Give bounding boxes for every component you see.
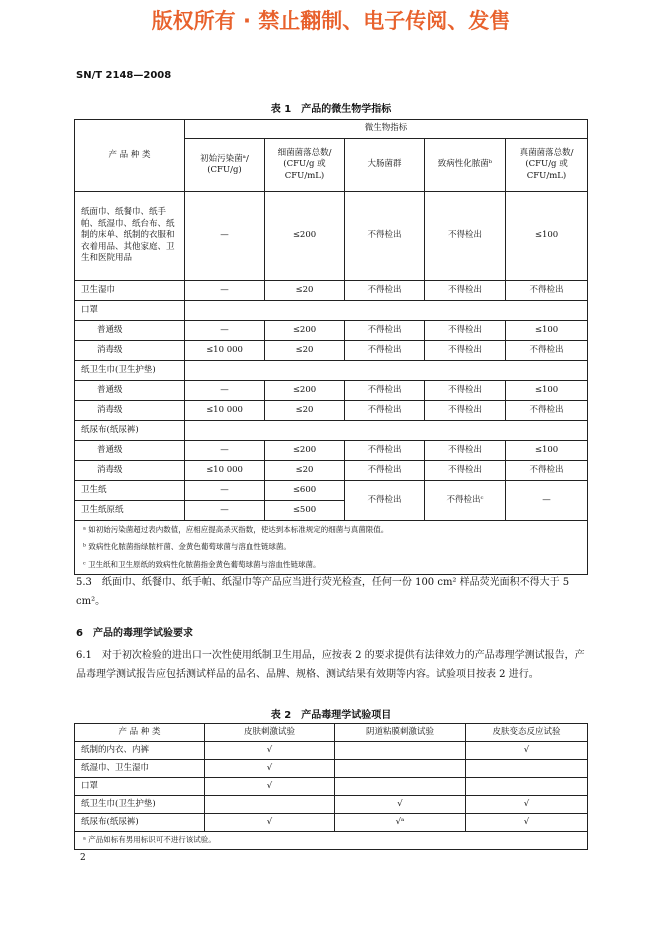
row-group-label: 纸卫生巾(卫生护垫): [75, 361, 185, 381]
row-label: 普通级: [75, 441, 185, 461]
cell: 不得检出: [425, 401, 506, 421]
row-label: 纸卫生巾(卫生护垫): [75, 796, 205, 814]
page-number: 2: [80, 853, 86, 863]
cell: 不得检出: [425, 321, 506, 341]
empty-cell: [185, 361, 588, 381]
cell: ≤20: [265, 461, 345, 481]
cell: 不得检出: [345, 381, 425, 401]
cell: —: [185, 192, 265, 281]
col-header: 初始污染菌ᵃ/ (CFU/g): [185, 139, 265, 192]
cell: 不得检出: [345, 441, 425, 461]
cell: 不得检出: [425, 381, 506, 401]
cell: [335, 778, 466, 796]
cell: 不得检出: [425, 341, 506, 361]
cell: 不得检出: [425, 281, 506, 301]
cell: ≤20: [265, 281, 345, 301]
cell: √: [335, 796, 466, 814]
cell: ≤200: [265, 321, 345, 341]
cell: [205, 796, 335, 814]
row-label: 纸面巾、纸餐巾、纸手帕、纸湿巾、纸台布、纸制的床单、纸制的衣服和衣着用品、其他家庭、卫生和医院用品: [75, 192, 185, 281]
cell: √ᵃ: [335, 814, 466, 832]
row-label: 消毒级: [75, 461, 185, 481]
standard-number: SN/T 2148—2008: [76, 70, 172, 81]
row-label: 消毒级: [75, 401, 185, 421]
cell: ≤200: [265, 441, 345, 461]
cell: 不得检出: [345, 341, 425, 361]
row-label: 消毒级: [75, 341, 185, 361]
table2-caption: 表 2 产品毒理学试验项目: [270, 710, 392, 721]
cell: [335, 760, 466, 778]
col-header: 产 品 种 类: [75, 724, 205, 742]
cell: 不得检出: [345, 281, 425, 301]
cell: —: [185, 281, 265, 301]
row-label: 纸湿巾、卫生湿巾: [75, 760, 205, 778]
cell: 不得检出: [425, 461, 506, 481]
col-header: 真菌菌落总数/ (CFU/g 或 CFU/mL): [506, 139, 588, 192]
section-6-1: 6.1 对于初次检验的进出口一次性使用纸制卫生用品，应按表 2 的要求提供有法律效力的产品毒理学测试报告，产品毒理学测试报告应包括测试样品的品名、品牌、规格、测试结果有效期等内容。试验项目按表 2 进行。: [76, 650, 585, 680]
row-group-label: 纸尿布(纸尿裤): [75, 421, 185, 441]
row-label: 普通级: [75, 321, 185, 341]
cell: ≤20: [265, 401, 345, 421]
col-header: 细菌菌落总数/ (CFU/g 或 CFU/mL): [265, 139, 345, 192]
table-note: ᶜ 卫生纸和卫生原纸的致病性化脓菌指金黄色葡萄球菌与溶血性链球菌。: [75, 557, 588, 575]
empty-cell: [185, 301, 588, 321]
cell: ≤200: [265, 192, 345, 281]
col-header: 皮肤刺激试验: [205, 724, 335, 742]
cell: 不得检出: [506, 401, 588, 421]
cell: —: [185, 441, 265, 461]
toxicology-table: [74, 723, 588, 850]
section-6-heading: 6 产品的毒理学试验要求: [76, 628, 193, 639]
group-header: 微生物指标: [185, 120, 588, 139]
cell: ≤100: [506, 441, 588, 461]
cell: ≤100: [506, 192, 588, 281]
cell: √: [205, 760, 335, 778]
cell: √: [466, 796, 588, 814]
cell: 不得检出: [425, 441, 506, 461]
col-header: 大肠菌群: [345, 139, 425, 192]
cell: ≤200: [265, 381, 345, 401]
col-header-product: 产 品 种 类: [75, 120, 185, 192]
cell: 不得检出: [506, 341, 588, 361]
microbiology-table: [74, 119, 588, 575]
cell: ≤10 000: [185, 401, 265, 421]
cell: —: [185, 501, 265, 521]
cell: 不得检出: [345, 461, 425, 481]
col-header: 阴道粘膜刺激试验: [335, 724, 466, 742]
merged-cell: 不得检出: [345, 481, 425, 521]
table-note: ᵃ 如初始污染菌超过表内数值，应相应提高杀灭指数，使达到本标准规定的细菌与真菌限值。: [75, 521, 588, 539]
cell: 不得检出: [425, 192, 506, 281]
cell: [466, 778, 588, 796]
row-label: 卫生纸: [75, 481, 185, 501]
cell: 不得检出: [506, 461, 588, 481]
table1-caption: 表 1 产品的微生物学指标: [270, 104, 392, 115]
row-label: 普通级: [75, 381, 185, 401]
cell: ≤10 000: [185, 461, 265, 481]
cell: —: [185, 321, 265, 341]
cell: [466, 760, 588, 778]
merged-cell: 不得检出ᶜ: [425, 481, 506, 521]
row-label: 卫生湿巾: [75, 281, 185, 301]
row-label: 卫生纸原纸: [75, 501, 185, 521]
cell: ≤20: [265, 341, 345, 361]
copyright-banner: 版权所有 · 禁止翻制、电子传阅、发售: [151, 9, 511, 33]
row-label: 纸尿布(纸尿裤): [75, 814, 205, 832]
cell: 不得检出: [345, 401, 425, 421]
table-note: ᵇ 致病性化脓菌指绿脓杆菌、金黄色葡萄球菌与溶血性链球菌。: [75, 539, 588, 557]
cell: ≤10 000: [185, 341, 265, 361]
cell: ≤100: [506, 381, 588, 401]
table-note: ᵃ 产品如标有男用标识可不进行该试验。: [75, 832, 588, 850]
cell: 不得检出: [506, 281, 588, 301]
col-header: 致病性化脓菌ᵇ: [425, 139, 506, 192]
empty-cell: [185, 421, 588, 441]
cell: ≤600: [265, 481, 345, 501]
cell: [335, 742, 466, 760]
cell: √: [466, 814, 588, 832]
cell: √: [205, 742, 335, 760]
cell: —: [185, 481, 265, 501]
cell: —: [185, 381, 265, 401]
cell: √: [466, 742, 588, 760]
row-label: 口罩: [75, 778, 205, 796]
merged-cell: —: [506, 481, 588, 521]
cell: ≤500: [265, 501, 345, 521]
col-header: 皮肤变态反应试验: [466, 724, 588, 742]
row-label: 纸制的内衣、内裤: [75, 742, 205, 760]
cell: √: [205, 778, 335, 796]
cell: 不得检出: [345, 192, 425, 281]
cell: 不得检出: [345, 321, 425, 341]
section-5-3: 5.3 纸面巾、纸餐巾、纸手帕、纸湿巾等产品应当进行荧光检查，任何一份 100 cm² 样品荧光面积不得大于 5 cm²。: [76, 577, 570, 607]
cell: √: [205, 814, 335, 832]
row-group-label: 口罩: [75, 301, 185, 321]
cell: ≤100: [506, 321, 588, 341]
